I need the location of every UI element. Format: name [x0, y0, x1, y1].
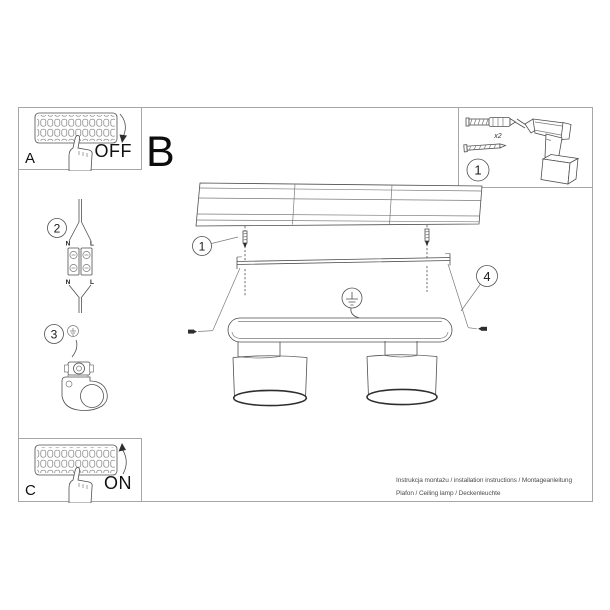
wire-label-n-top: N — [65, 240, 71, 248]
wire-label-n-bottom: N — [65, 279, 71, 286]
step-3-ground-diagram — [42, 320, 124, 415]
step-2-wiring-diagram — [40, 195, 102, 317]
callout-circle-4 — [461, 266, 498, 312]
wall-plug-icon — [466, 118, 516, 127]
quantity-label: x2 — [494, 133, 502, 140]
ground-wire — [72, 340, 77, 357]
frame-callout-number: 4 — [483, 269, 491, 284]
drill-icon — [515, 119, 578, 184]
panel-c-label: C — [25, 482, 36, 499]
callout-circle-1-main — [193, 237, 239, 256]
switch-state-on: ON — [104, 473, 132, 493]
main-assembly-diagram — [180, 170, 510, 420]
screws-callout-number: 1 — [198, 239, 206, 254]
step-2-number: 2 — [53, 221, 61, 236]
wire-label-l-top: L — [90, 240, 94, 248]
lamp-shade-left — [233, 356, 307, 406]
section-b-label: B — [146, 128, 175, 176]
ground-symbol-icon — [342, 288, 362, 322]
arrow-up-icon — [119, 443, 127, 474]
caption-line-1: Instrukcja montażu / installation instructions / Montageanleitung — [396, 477, 572, 484]
mounting-bracket — [237, 254, 450, 270]
lamp-shade-right — [367, 355, 437, 405]
caption-block — [396, 475, 572, 500]
switch-state-off: OFF — [94, 141, 132, 161]
screw-icon — [464, 142, 506, 152]
side-screw-left-icon — [188, 330, 197, 334]
ceiling-canopy-icon — [62, 375, 107, 411]
ceiling-panel — [196, 183, 482, 226]
panel-switch-on — [18, 438, 142, 502]
arrow-down-icon — [120, 114, 128, 143]
lamp-base — [228, 318, 452, 342]
side-screw-right-icon — [478, 327, 487, 331]
panel-a-label: A — [25, 150, 36, 167]
panel-switch-off — [18, 107, 142, 170]
terminal-block-icon — [68, 248, 92, 275]
caption-line-2: Plafon / Ceiling lamp / Deckenleuchte — [396, 489, 501, 497]
terminal-clamp-icon — [65, 362, 94, 375]
ground-symbol-small-icon — [68, 326, 79, 337]
step-3-number: 3 — [50, 327, 58, 342]
callout-circle-2 — [48, 219, 67, 238]
tools-callout-number: 1 — [474, 162, 482, 178]
callout-circle-3 — [45, 325, 64, 344]
wire-label-l-bottom: L — [90, 279, 94, 286]
